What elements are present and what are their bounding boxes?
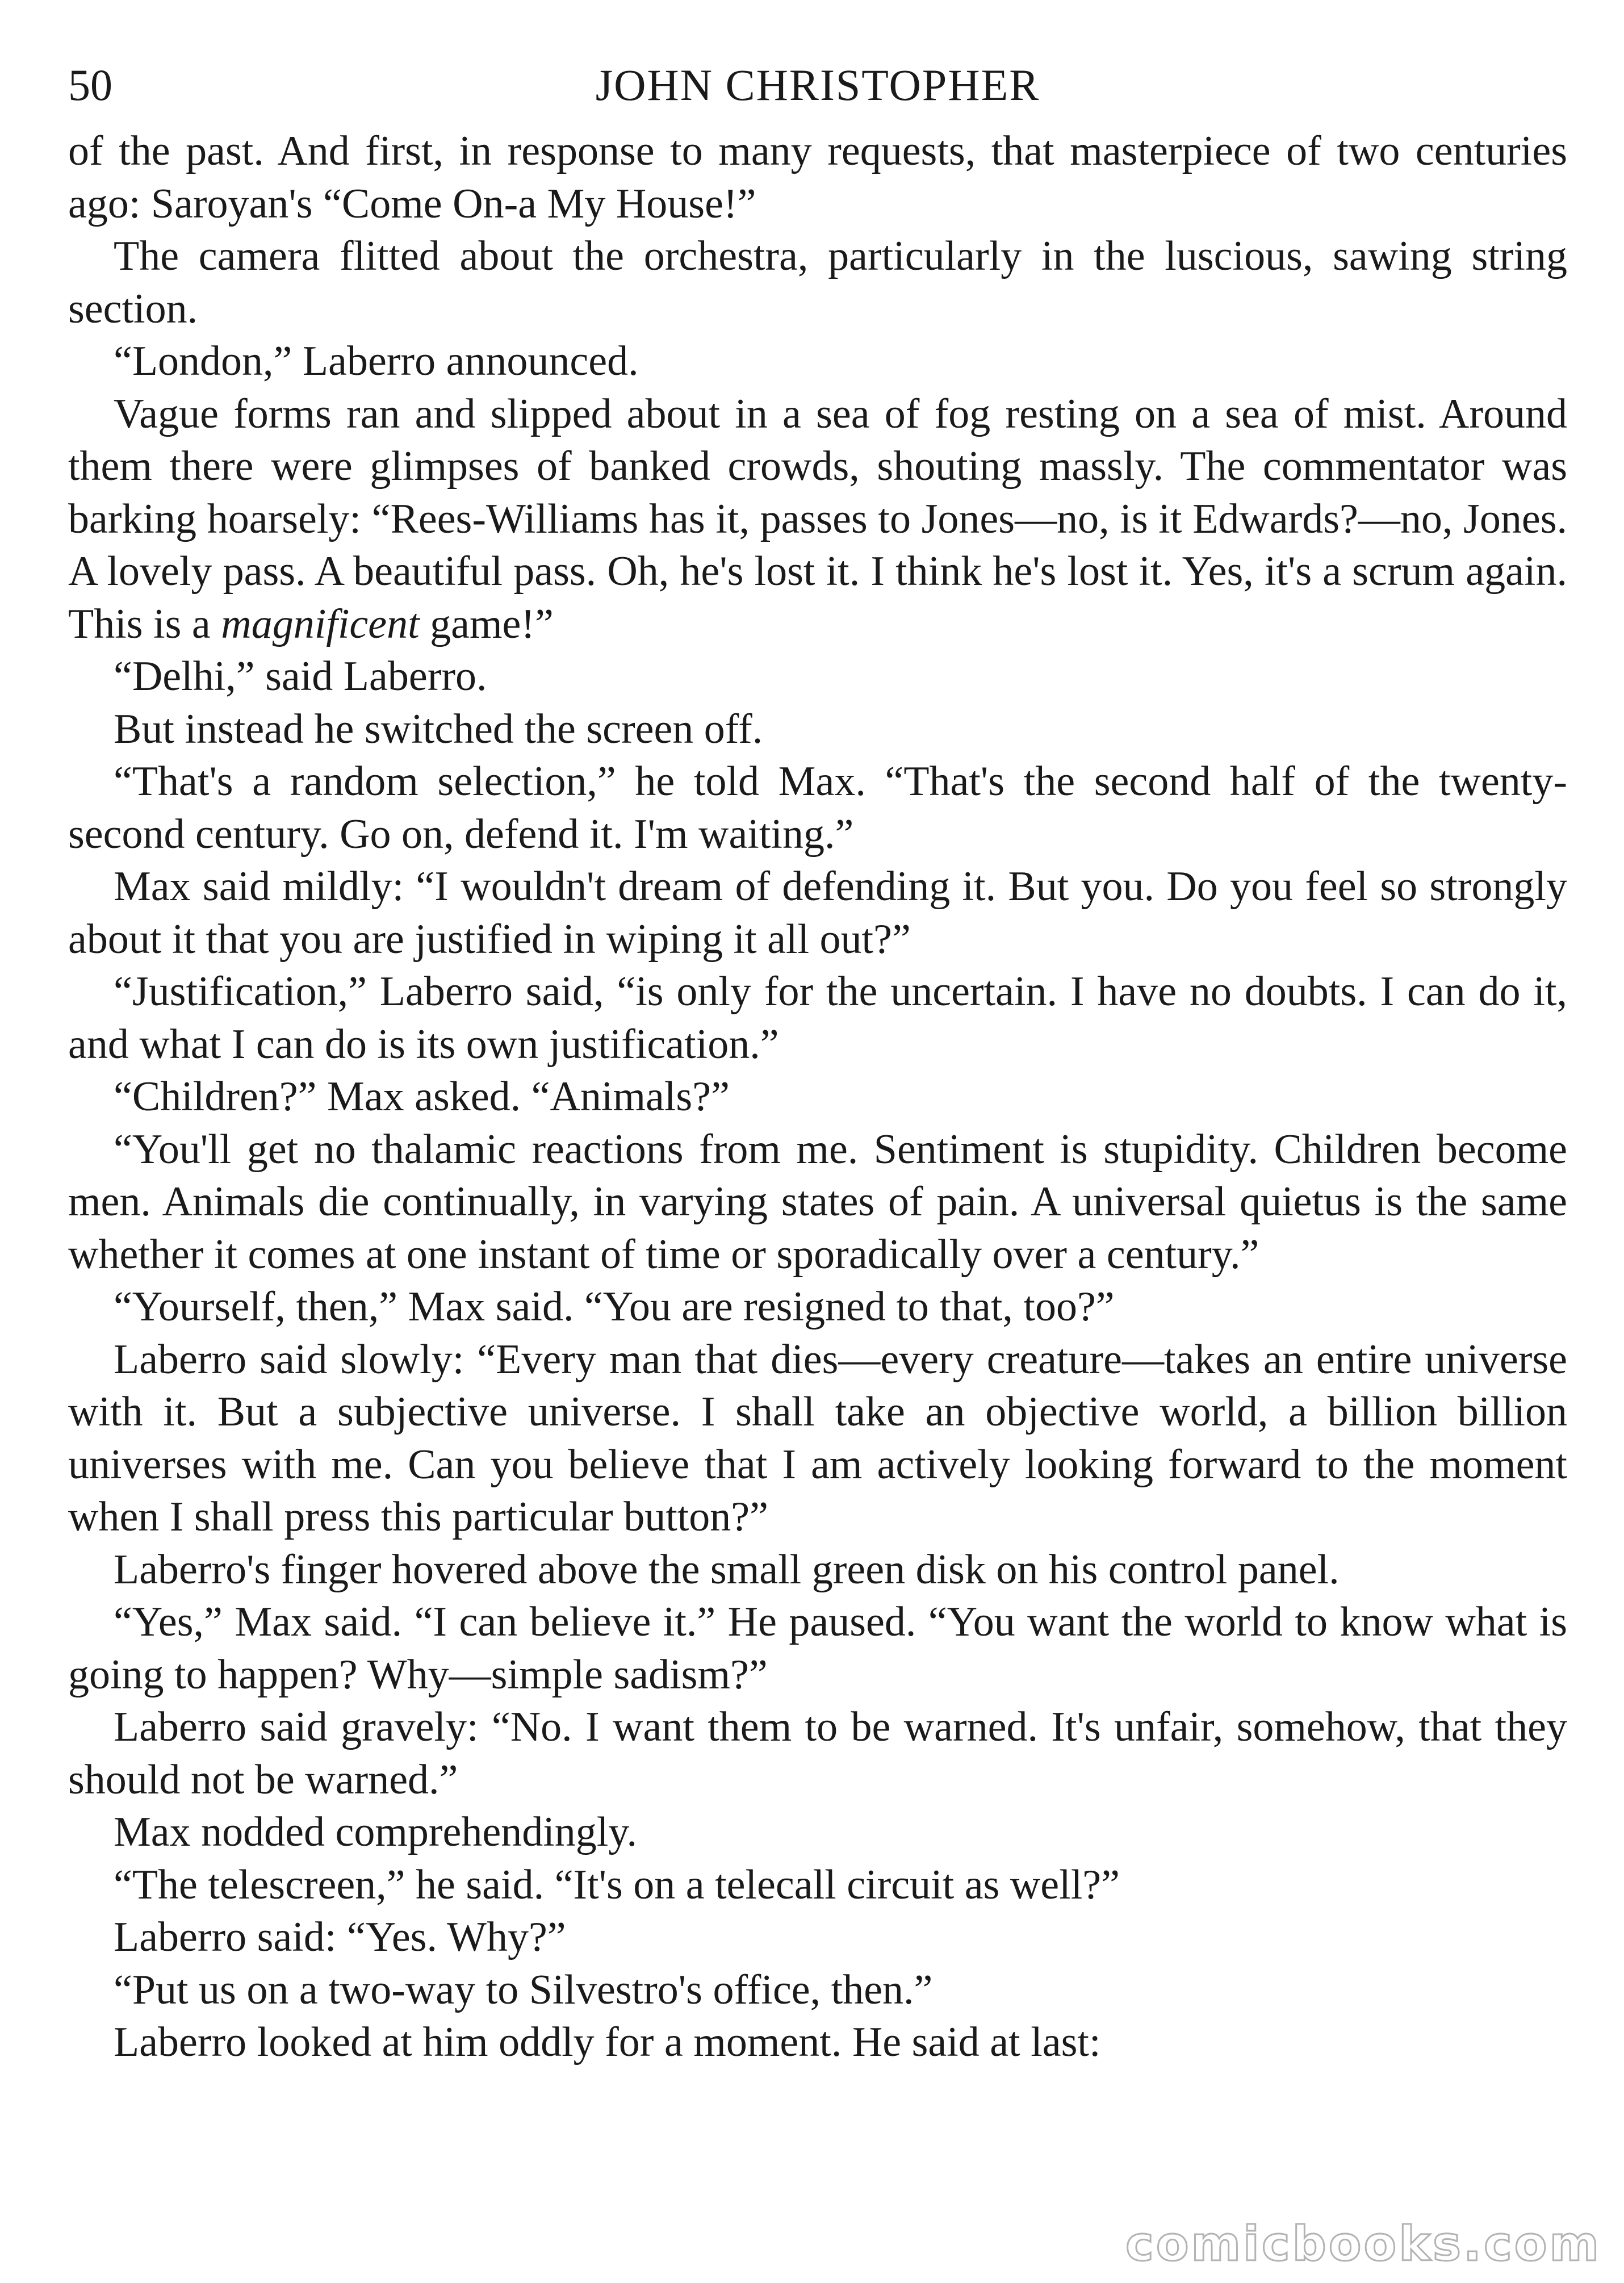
- page-number: 50: [68, 60, 112, 110]
- paragraph: Laberro's finger hovered above the small green disk on his control panel.: [114, 1546, 1340, 1593]
- paragraph: But instead he switched the screen off.: [114, 705, 763, 752]
- paragraph: The camera flitted about the orchestra, particularly in the luscious, sawing string section.: [68, 233, 1567, 332]
- paragraph: Laberro said slowly: “Every man that dies—every creature—takes an entire universe with it. But a subjective universe. I shall take an objective world, a billion billion universes with me. Can you believe that I am actively looking forward to the moment when I shall press this particular button?”: [68, 1336, 1567, 1540]
- paragraph: Max said mildly: “I wouldn't dream of defending it. But you. Do you feel so strongly about it that you are justified in wiping it all out?”: [68, 863, 1567, 963]
- paragraph: “The telescreen,” he said. “It's on a telecall circuit as well?”: [114, 1861, 1120, 1908]
- paragraph-text: Vague forms ran and slipped about in a sea of fog resting on a sea of mist. Around them there were glimpses of banked crowds, shouting massly. The commentator was barking hoarsely: “Rees-Williams has it, passes to Jones—no, is it Edwards?—no, Jones. A lovely pass. A beautiful pass. Oh, he's lost it. I think he's lost it. Yes, it's a scrum again. This is a: [68, 390, 1567, 647]
- paragraph: Laberro said gravely: “No. I want them to be warned. It's unfair, somehow, that they should not be warned.”: [68, 1704, 1567, 1803]
- paragraph-tail: game!”: [419, 600, 554, 647]
- paragraph: “You'll get no thalamic reactions from me. Sentiment is stupidity. Children become men. Animals die continually, in varying states of pain. A universal quietus is the same whether it comes at one instant of time or sporadically over a century.”: [68, 1126, 1567, 1278]
- paragraph: “Children?” Max asked. “Animals?”: [114, 1073, 730, 1120]
- paragraph: “London,” Laberro announced.: [114, 338, 639, 384]
- paragraph: “Delhi,” said Laberro.: [114, 653, 487, 700]
- paragraph: “Yourself, then,” Max said. “You are resigned to that, too?”: [114, 1283, 1115, 1330]
- paragraph: Max nodded comprehendingly.: [114, 1809, 638, 1855]
- paragraph: “That's a random selection,” he told Max. “That's the second half of the twenty-second century. Go on, defend it. I'm waiting.”: [68, 758, 1567, 858]
- paragraph: “Yes,” Max said. “I can believe it.” He paused. “You want the world to know what is going to happen? Why—simple sadism?”: [68, 1599, 1567, 1698]
- paragraph: of the past. And first, in response to many requests, that masterpiece of two centuries ago: Saroyan's “Come On-a My House!”: [68, 128, 1567, 227]
- paragraph: “Justification,” Laberro said, “is only for the uncertain. I have no doubts. I can do it, and what I can do is its own justification.”: [68, 968, 1567, 1068]
- watermark: comicbooks.com: [1125, 2216, 1601, 2272]
- book-page: [68, 51, 1567, 2243]
- emphasized-word: magnificent: [221, 600, 420, 647]
- body-text: [68, 125, 1567, 2069]
- paragraph-with-emphasis: [68, 388, 1567, 651]
- paragraph: Laberro said: “Yes. Why?”: [114, 1914, 566, 1960]
- running-head: JOHN CHRISTOPHER: [595, 60, 1040, 110]
- paragraph: Laberro looked at him oddly for a moment. He said at last:: [114, 2019, 1101, 2065]
- page-header: [68, 51, 1567, 136]
- paragraph: “Put us on a two-way to Silvestro's office, then.”: [114, 1966, 933, 2013]
